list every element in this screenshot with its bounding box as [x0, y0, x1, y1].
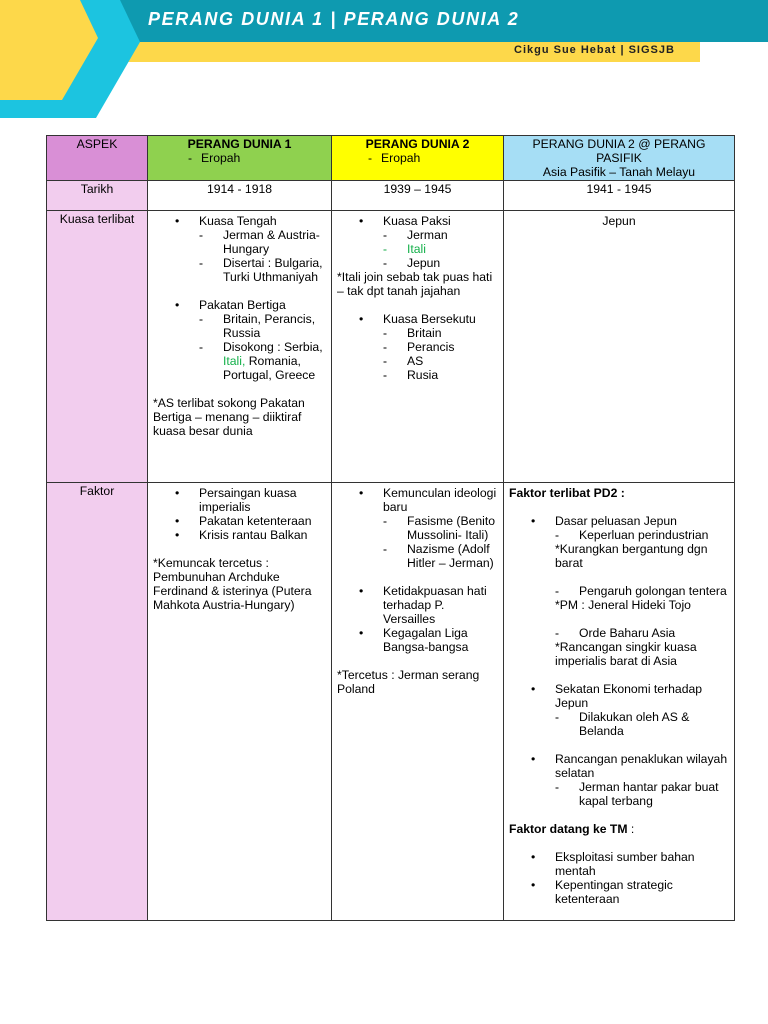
highlight-itali: Itali, [223, 354, 246, 368]
faktor-pd2 [332, 483, 504, 921]
faktor-pdp-list [509, 514, 729, 808]
sub-list-item-text: Jerman hantar pakar buat kapal terbang [579, 780, 719, 808]
sub-list-item: - - Jerman hantar pakar buat kapal terbang [555, 780, 729, 808]
sub-list-item-text: Romania, Portugal, Greece [223, 354, 316, 382]
list-item-text: Sekatan Ekonomi terhadap Jepun [555, 682, 703, 710]
sub-list [555, 584, 729, 598]
list-item [509, 514, 729, 668]
sub-list [199, 312, 326, 382]
header-pdp [504, 136, 735, 181]
sub-list-item-text: Britain, Perancis, Russia [223, 312, 316, 340]
sub-list-item-text: Rusia [407, 368, 439, 382]
sub-note: *Kurangkan bergantung dgn barat [555, 542, 708, 570]
list-item [337, 584, 498, 626]
sub-list-item: - - Britain [383, 326, 498, 340]
list-item [337, 312, 498, 382]
header-pd2-title: PERANG DUNIA 2 [365, 137, 470, 151]
list-item [153, 528, 326, 542]
sub-list-item: - - AS [383, 354, 498, 368]
faktor-pd2-note: *Tercetus : Jerman serang Poland [337, 668, 480, 696]
table-header-row [47, 136, 735, 181]
sub-list-item: - - Jepun [383, 256, 498, 270]
sub-list-item: - - Disertai : Bulgaria, Turki Uthmaniyah [199, 256, 326, 284]
sub-list-item-text: AS [407, 354, 424, 368]
faktor-pdp-heading-2 [509, 822, 729, 836]
sub-list-item: - - Britain, Perancis, Russia [199, 312, 326, 340]
sub-list-item-text: Disertai : Bulgaria, Turki Uthmaniyah [223, 256, 323, 284]
sub-list-item-text: Perancis [407, 340, 455, 354]
page-title: PERANG DUNIA 1 | PERANG DUNIA 2 [148, 9, 520, 29]
sub-list [555, 626, 729, 640]
header-pd2 [332, 136, 504, 181]
sub-note: *PM : Jeneral Hideki Tojo [555, 598, 691, 612]
sub-list [383, 514, 498, 570]
list-item-text: Kepentingan strategic ketenteraan [555, 878, 673, 906]
row-label-tarikh [47, 181, 148, 211]
list-item [337, 214, 498, 270]
list-item [153, 486, 326, 514]
list-item [153, 214, 326, 284]
sub-list-item: - - Itali [383, 242, 498, 256]
header-pdp-title: PERANG DUNIA 2 @ PERANG PASIFIK [532, 137, 706, 165]
sub-list-item: - - Jerman & Austria-Hungary [199, 228, 326, 256]
sub-list-item-text: Fasisme (Benito Mussolini- Itali) [407, 514, 496, 542]
header-pd1-region-label: Eropah [201, 151, 241, 165]
faktor-pdp-heading-2-rest: : [627, 822, 635, 836]
kuasa-pd2 [332, 211, 504, 483]
sub-list-item-text: Keperluan perindustrian [579, 528, 709, 542]
row-label-faktor [47, 483, 148, 921]
list-item [509, 878, 729, 906]
sub-list-item-text: Disokong : Serbia, [223, 340, 323, 354]
header-pd1 [148, 136, 332, 181]
page-subtitle: Cikgu Sue Hebat | SIGSJB [514, 44, 675, 56]
header-pd1-title: PERANG DUNIA 1 [187, 137, 292, 151]
sub-list-item-text: Nazisme (Adolf Hitler – Jerman) [407, 542, 494, 570]
list-item-text: Rancangan penaklukan wilayah selatan [555, 752, 728, 780]
faktor-pdp [504, 483, 735, 921]
list-item [337, 626, 498, 654]
sub-list-item: - - Jerman [383, 228, 498, 242]
sub-list-item-text: Dilakukan oleh AS & Belanda [579, 710, 690, 738]
sub-list-item-text: Jepun [407, 256, 441, 270]
list-item-text: Ketidakpuasan hati terhadap P. Versailles [383, 584, 487, 626]
sub-list-item-text: Pengaruh golongan tentera [579, 584, 727, 598]
kuasa-pd1-list [153, 214, 326, 284]
sub-list-item-text: Jerman [407, 228, 448, 242]
list-item-text: Pakatan Bertiga [199, 298, 286, 312]
header-pd2-region-label: Eropah [381, 151, 421, 165]
list-item-text: Eksploitasi sumber bahan mentah [555, 850, 695, 878]
header-aspek [47, 136, 148, 181]
kuasa-pd1-list-2 [153, 298, 326, 382]
table-row-faktor [47, 483, 735, 921]
sub-list [555, 528, 729, 542]
sub-list [383, 228, 498, 270]
sub-list [199, 228, 326, 284]
tarikh-pd2: 1939 – 1945 [332, 181, 504, 211]
kuasa-pd2-note: *Itali join sebab tak puas hati – tak dpt tanah jajahan [337, 270, 493, 298]
sub-list [383, 326, 498, 382]
tarikh-pdp: 1941 - 1945 [504, 181, 735, 211]
sub-note: *Rancangan singkir kuasa imperialis barat di Asia [555, 640, 697, 668]
highlight-itali: Itali [407, 242, 426, 256]
list-item-text: Dasar peluasan Jepun [555, 514, 677, 528]
kuasa-pd1-note: *AS terlibat sokong Pakatan Bertiga – menang – diiktiraf kuasa besar dunia [153, 396, 305, 438]
list-item [153, 514, 326, 528]
kuasa-pd2-list [337, 214, 498, 270]
sub-list-item-text: Orde Baharu Asia [579, 626, 676, 640]
sub-list-item: - - Disokong : Serbia, Itali, Romania, Portugal, Greece [199, 340, 326, 382]
header-pd2-region: - Eropah [367, 151, 421, 165]
list-item [153, 298, 326, 382]
header-aspek-label: ASPEK [76, 137, 118, 151]
row-label-kuasa-text: Kuasa terlibat [59, 212, 135, 226]
tarikh-pd1: 1914 - 1918 [148, 181, 332, 211]
list-item-text: Kuasa Bersekutu [383, 312, 476, 326]
row-label-tarikh-text: Tarikh [80, 182, 114, 196]
list-item-text: Persaingan kuasa imperialis [199, 486, 297, 514]
row-label-faktor-text: Faktor [79, 484, 115, 498]
list-item [337, 486, 498, 570]
row-label-kuasa [47, 211, 148, 483]
sub-list-item: - - Perancis [383, 340, 498, 354]
faktor-pdp-heading-2-bold: Faktor datang ke TM [509, 822, 628, 836]
table-row-kuasa [47, 211, 735, 483]
kuasa-pdp: Jepun [504, 211, 735, 483]
faktor-pdp-list-2 [509, 850, 729, 906]
sub-list-item-text: Jerman & Austria-Hungary [223, 228, 320, 256]
sub-list [555, 780, 729, 808]
list-item-text: Kemunculan ideologi baru [383, 486, 497, 514]
list-item [509, 850, 729, 878]
sub-list-item: - - Pengaruh golongan tentera [555, 584, 729, 598]
faktor-pd1-list [153, 486, 326, 542]
table-row-tarikh [47, 181, 735, 211]
list-item [509, 682, 729, 738]
faktor-pd1-note: *Kemuncak tercetus : Pembunuhan Archduke Ferdinand & isterinya (Putera Mahkota Austria-Hungary) [153, 556, 312, 612]
sub-list-item: - - Orde Baharu Asia [555, 626, 729, 640]
header-pdp-region: Asia Pasifik – Tanah Melayu [542, 165, 696, 179]
faktor-pd1 [148, 483, 332, 921]
sub-list [555, 710, 729, 738]
list-item-text: Krisis rantau Balkan [199, 528, 308, 542]
list-item-text: Kegagalan Liga Bangsa-bangsa [383, 626, 469, 654]
sub-list-item: - - Keperluan perindustrian [555, 528, 729, 542]
comparison-table [46, 135, 735, 921]
sub-list-item: - - Dilakukan oleh AS & Belanda [555, 710, 729, 738]
kuasa-pd2-list-2 [337, 312, 498, 382]
faktor-pd2-list [337, 486, 498, 654]
list-item-text: Pakatan ketenteraan [199, 514, 312, 528]
header-pd1-region: - Eropah [187, 151, 241, 165]
sub-list-item: - - Nazisme (Adolf Hitler – Jerman) [383, 542, 498, 570]
list-item-text: Kuasa Tengah [199, 214, 277, 228]
faktor-pdp-heading-1: Faktor terlibat PD2 : [509, 486, 625, 500]
sub-list-item-text: Britain [407, 326, 442, 340]
list-item [509, 752, 729, 808]
sub-list-item: - - Fasisme (Benito Mussolini- Itali) [383, 514, 498, 542]
sub-list-item: - - Rusia [383, 368, 498, 382]
list-item-text: Kuasa Paksi [383, 214, 451, 228]
kuasa-pd1 [148, 211, 332, 483]
